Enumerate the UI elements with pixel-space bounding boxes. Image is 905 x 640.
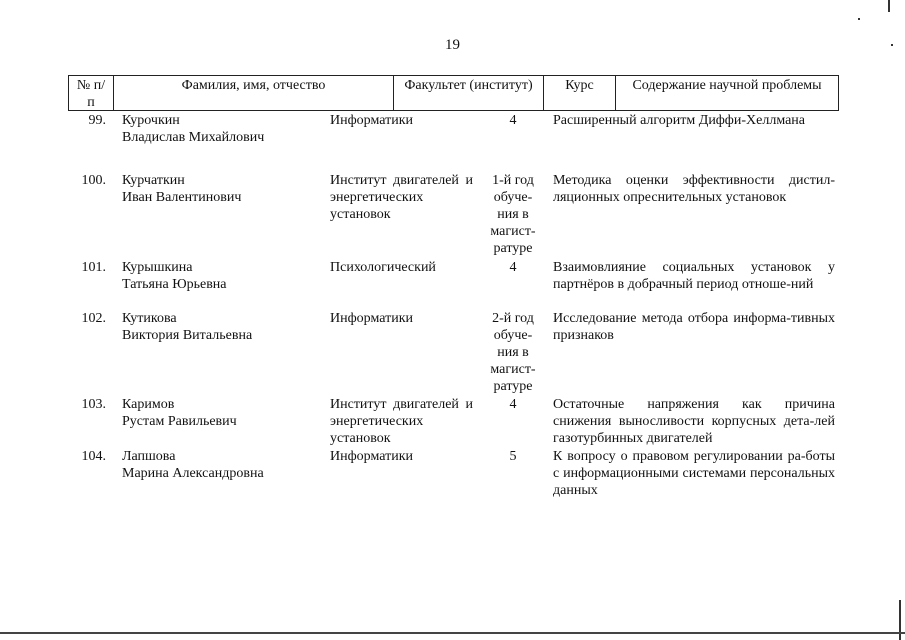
row-number: 99. bbox=[88, 113, 106, 128]
row-faculty: Институт двигателей и энергетических установок bbox=[330, 397, 473, 446]
column-header-topic: Содержание научной проблемы bbox=[632, 78, 822, 93]
row-name: Курышкина Татьяна Юрьевна bbox=[122, 260, 227, 292]
row-topic: Остаточные напряжения как причина снижения выносливости корпусных дета-лей газотурбинных двигателей bbox=[553, 397, 835, 446]
row-name: Кутикова Виктория Витальевна bbox=[122, 311, 253, 343]
row-name: Курочкин Владислав Михайлович bbox=[122, 113, 265, 145]
row-number: 103. bbox=[81, 397, 106, 412]
row-faculty: Психологический bbox=[330, 260, 436, 275]
column-header-name: Фамилия, имя, отчество bbox=[114, 76, 394, 110]
row-topic: Расширенный алгоритм Диффи-Хеллмана bbox=[553, 113, 806, 128]
row-course: 4 bbox=[509, 113, 517, 128]
row-faculty: Информатики bbox=[330, 449, 413, 464]
row-course: 4 bbox=[509, 260, 517, 275]
scan-mark bbox=[888, 0, 890, 12]
scan-dot bbox=[858, 18, 860, 20]
column-header-num: № п/п bbox=[69, 76, 114, 110]
table-header bbox=[68, 75, 839, 111]
row-number: 104. bbox=[81, 449, 106, 464]
row-course: 2-й год обуче-ния в магист-ратуре bbox=[490, 311, 536, 394]
row-number: 100. bbox=[81, 173, 106, 188]
row-faculty: Информатики bbox=[330, 113, 413, 128]
page-number: 19 bbox=[445, 37, 460, 53]
row-faculty: Институт двигателей и энергетических установок bbox=[330, 173, 473, 222]
column-header-course: Курс bbox=[544, 76, 616, 110]
row-topic: Взаимовлияние социальных установок у партнёров в добрачный период отноше-ний bbox=[553, 260, 835, 292]
row-name: Курчаткин Иван Валентинович bbox=[122, 173, 242, 205]
row-number: 102. bbox=[81, 311, 106, 326]
scan-mark bbox=[899, 600, 901, 640]
scan-dot bbox=[891, 44, 893, 46]
row-name: Каримов Рустам Равильевич bbox=[122, 397, 237, 429]
row-faculty: Информатики bbox=[330, 311, 413, 326]
row-topic: Методика оценки эффективности дистил-ляционных опреснительных установок bbox=[553, 173, 835, 205]
column-header-faculty: Факультет (институт) bbox=[394, 76, 544, 110]
row-course: 5 bbox=[509, 449, 517, 464]
row-name: Лапшова Марина Александровна bbox=[122, 449, 264, 481]
row-number: 101. bbox=[81, 260, 106, 275]
row-course: 4 bbox=[509, 397, 517, 412]
row-topic: Исследование метода отбора информа-тивных признаков bbox=[553, 311, 835, 343]
scan-edge bbox=[0, 632, 905, 634]
row-topic: К вопросу о правовом регулировании ра-боты с информационными системами персональных данных bbox=[553, 449, 835, 498]
row-course: 1-й год обуче-ния в магист-ратуре bbox=[490, 173, 536, 256]
